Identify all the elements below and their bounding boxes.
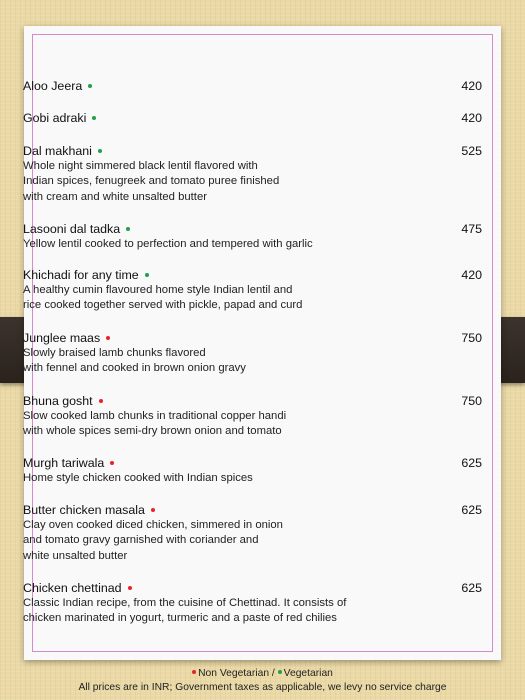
menu-item-name: Dal makhani — [23, 144, 92, 158]
menu-item-description — [23, 237, 482, 252]
menu-item — [23, 143, 482, 205]
menu-item-description — [23, 346, 482, 377]
description-line: chicken marinated in yogurt, turmeric and a paste of red chilies — [23, 612, 337, 625]
menu-item-price: 525 — [461, 144, 482, 158]
veg-dot-icon — [126, 227, 130, 231]
menu-item-name: Aloo Jeera — [23, 79, 83, 93]
description-line: white unsalted butter — [23, 549, 128, 562]
veg-dot-icon — [98, 149, 102, 153]
description-line: with cream and white unsalted butter — [23, 190, 207, 203]
veg-label: Vegetarian — [283, 668, 333, 679]
menu-item — [23, 221, 482, 252]
menu-item-name: Khichadi for any time — [23, 268, 139, 282]
menu-item-name-wrap — [23, 455, 482, 471]
menu-item-price: 475 — [461, 222, 482, 236]
description-line: A healthy cumin flavoured home style Indian lentil and — [23, 284, 293, 296]
menu-item-price: 420 — [461, 111, 482, 125]
menu-item-name-wrap — [23, 393, 482, 409]
description-line: rice cooked together served with pickle, papad and curd — [23, 299, 303, 312]
menu-item-price: 625 — [461, 456, 482, 470]
nonveg-dot-icon — [110, 461, 114, 465]
menu-item-name-wrap — [23, 330, 482, 346]
nonveg-dot-icon — [192, 670, 196, 674]
veg-dot-icon — [278, 670, 282, 674]
menu-item — [23, 393, 482, 440]
nonveg-dot-icon — [151, 508, 155, 512]
menu-item-price: 420 — [461, 79, 482, 93]
menu-item-name: Junglee maas — [23, 331, 101, 345]
description-line: Whole night simmered black lentil flavored with — [23, 160, 258, 172]
menu-item-name-wrap — [23, 110, 482, 126]
menu-item-name-wrap — [23, 502, 482, 518]
menu-item-price: 750 — [461, 331, 482, 345]
menu-item-name: Gobi adraki — [23, 111, 87, 125]
menu-item-name-wrap — [23, 580, 482, 596]
veg-dot-icon — [145, 273, 149, 277]
description-line: with whole spices semi-dry brown onion and tomato — [23, 425, 282, 438]
description-line: Home style chicken cooked with Indian spices — [23, 472, 253, 484]
menu-item-description — [23, 471, 482, 486]
nonveg-dot-icon — [128, 586, 132, 590]
menu-item — [23, 267, 482, 314]
menu-item-description — [23, 596, 482, 627]
menu-item-name-wrap — [23, 143, 482, 159]
nonveg-dot-icon — [99, 399, 103, 403]
diet-legend — [0, 668, 525, 679]
menu-item-name: Chicken chettinad — [23, 581, 122, 595]
menu-item — [23, 502, 482, 564]
menu-item — [23, 580, 482, 627]
menu-item-price: 625 — [461, 581, 482, 595]
menu-item-name-wrap — [23, 221, 482, 237]
menu-item-name: Bhuna gosht — [23, 394, 93, 408]
menu-item-description — [23, 283, 482, 314]
menu-item-price: 625 — [461, 503, 482, 517]
veg-dot-icon — [92, 116, 96, 120]
menu-item-name: Murgh tariwala — [23, 456, 105, 470]
description-line: with fennel and cooked in brown onion gravy — [23, 362, 246, 375]
menu-item-description — [23, 409, 482, 440]
description-line: Slow cooked lamb chunks in traditional copper handi — [23, 410, 287, 422]
menu-item — [23, 110, 482, 126]
menu-item-name: Lasooni dal tadka — [23, 222, 121, 236]
nonveg-dot-icon — [106, 336, 110, 340]
menu-item — [23, 455, 482, 486]
menu-item-price: 750 — [461, 394, 482, 408]
menu-item-name: Butter chicken masala — [23, 503, 145, 517]
menu-item — [23, 78, 482, 94]
description-line: Slowly braised lamb chunks flavored — [23, 347, 206, 359]
description-line: Yellow lentil cooked to perfection and tempered with garlic — [23, 238, 313, 250]
description-line: Classic Indian recipe, from the cuisine of Chettinad. It consists of — [23, 597, 347, 609]
menu-item-name-wrap — [23, 267, 482, 283]
description-line: Clay oven cooked diced chicken, simmered in onion — [23, 519, 283, 531]
menu-item-price: 420 — [461, 268, 482, 282]
menu-item — [23, 330, 482, 377]
description-line: Indian spices, fenugreek and tomato puree finished — [23, 175, 280, 188]
price-note: All prices are in INR; Government taxes as applicable, we levy no service charge — [78, 682, 447, 693]
description-line: and tomato gravy garnished with coriander and — [23, 534, 259, 547]
menu-item-description — [23, 159, 482, 205]
veg-dot-icon — [88, 84, 92, 88]
nonveg-label: Non Vegetarian / — [198, 668, 275, 679]
menu-item-name-wrap — [23, 78, 482, 94]
menu-item-description — [23, 518, 482, 564]
